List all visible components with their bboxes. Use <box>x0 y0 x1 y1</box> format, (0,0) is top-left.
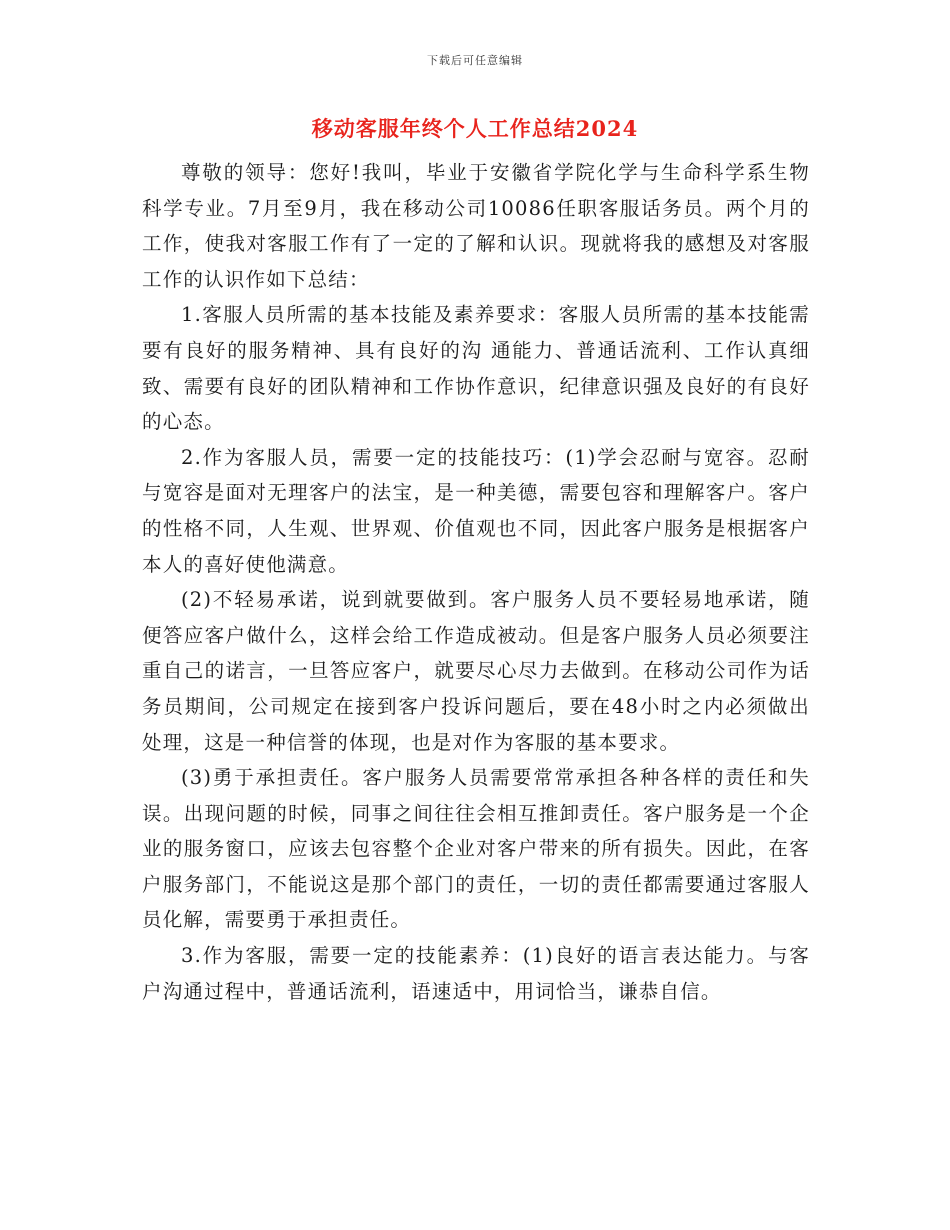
paragraph-section-3: 3.作为客服，需要一定的技能素养：(1)良好的语言表达能力。与客户沟通过程中，普通话流利，语速适中，用词恰当，谦恭自信。 <box>142 944 810 1003</box>
paragraph-section-1: 1.客服人员所需的基本技能及素养要求：客服人员所需的基本技能需要有良好的服务精神、具有良好的沟 通能力、普通话流利、工作认真细致、需要有良好的团队精神和工作协作意识，纪律意识强及良好的有良好的心态。 <box>142 303 810 434</box>
paragraph-section-2-point-3: (3)勇于承担责任。客户服务人员需要常常承担各种各样的责任和失误。出现问题的时候，同事之间往往会相互推卸责任。客户服务是一个企业的服务窗口，应该去包容整个企业对客户带来的所有损失。因此，在客户服务部门，不能说这是那个部门的责任，一切的责任都需要通过客服人员化解，需要勇于承担责任。 <box>142 766 810 932</box>
document-body <box>142 155 810 1009</box>
header-note: 下载后可任意编辑 <box>427 54 523 67</box>
paragraph-greeting: 尊敬的领导：您好!我叫，毕业于安徽省学院化学与生命科学系生物科学专业。7月至9月，我在移动公司10086任职客服话务员。两个月的工作，使我对客服工作有了一定的了解和认识。现就将我的感想及对客服工作的认识作如下总结： <box>142 161 810 291</box>
paragraph-section-2: 2.作为客服人员，需要一定的技能技巧：(1)学会忍耐与宽容。忍耐与宽容是面对无理客户的法宝，是一种美德，需要包容和理解客户。客户的性格不同，人生观、世界观、价值观也不同，因此客户服务是根据客户本人的喜好使他满意。 <box>142 445 810 576</box>
document-title: 移动客服年终个人工作总结2024 <box>311 116 639 141</box>
paragraph-section-2-point-2: (2)不轻易承诺，说到就要做到。客户服务人员不要轻易地承诺，随便答应客户做什么，这样会给工作造成被动。但是客户服务人员必须要注重自己的诺言，一旦答应客户，就要尽心尽力去做到。在移动公司作为话务员期间，公司规定在接到客户投诉问题后，要在48小时之内必须做出处理，这是一种信誉的体现，也是对作为客服的基本要求。 <box>142 588 810 754</box>
